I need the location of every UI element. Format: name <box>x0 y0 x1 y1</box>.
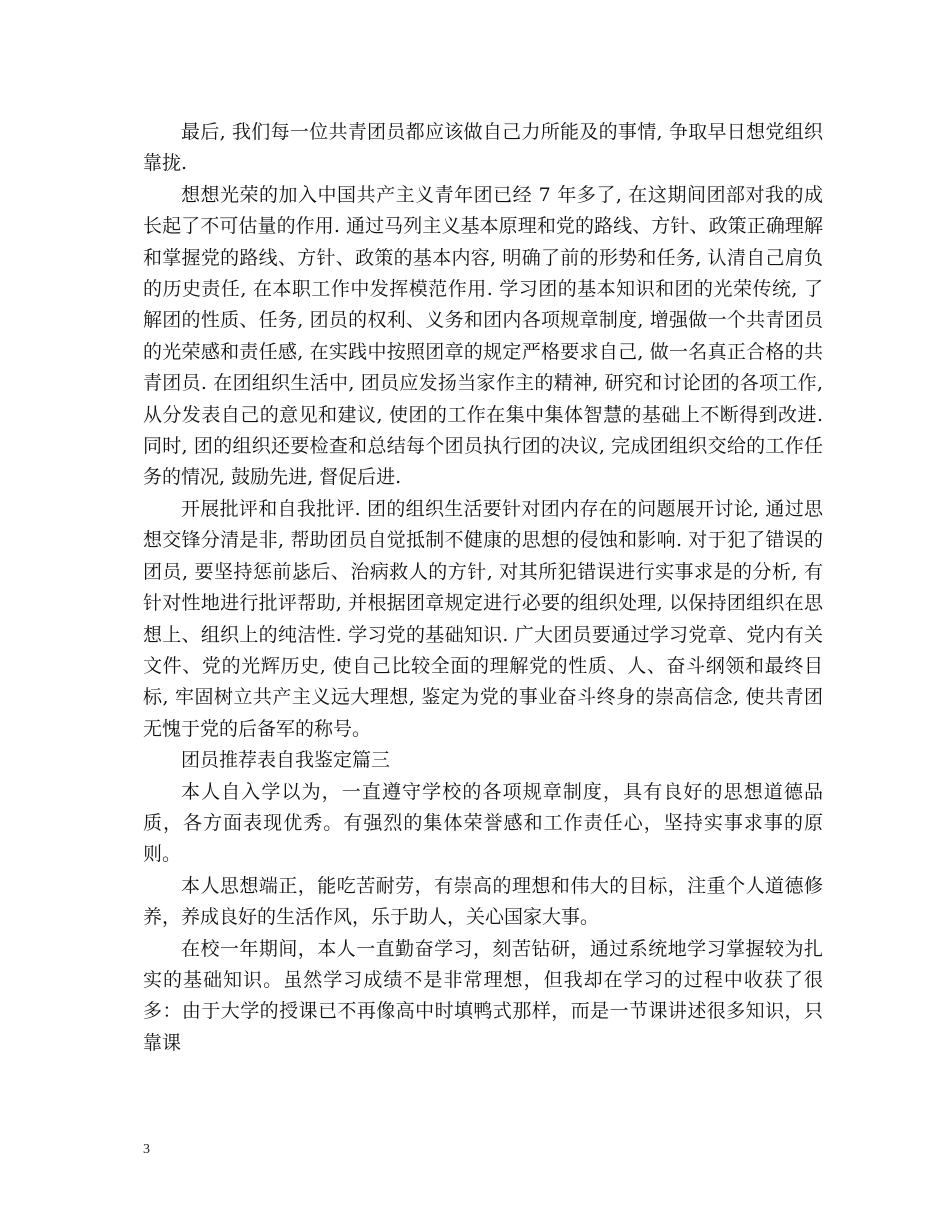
paragraph: 本人自入学以为，一直遵守学校的各项规章制度，具有良好的思想道德品质，各方面表现优秀。有强烈的集体荣誉感和工作责任心，坚持实事求事的原则。 <box>143 780 823 866</box>
document-body <box>143 117 823 1059</box>
paragraph: 在校一年期间，本人一直勤奋学习，刻苦钻研，通过系统地学习掌握较为扎实的基础知识。虽然学习成绩不是非常理想，但我却在学习的过程中收获了很多：由于大学的授课已不再像高中时填鸭式那样，而是一节课讲述很多知识，只靠课 <box>143 937 823 1054</box>
page-number: 3 <box>143 1142 150 1157</box>
section-heading: 团员推荐表自我鉴定篇三 <box>181 749 391 772</box>
paragraph: 想想光荣的加入中国共产主义青年团已经 7 年多了, 在这期间团部对我的成长起了不可估量的作用. 通过马列主义基本原理和党的路线、方针、政策正确理解和掌握党的路线、方针、政策的基本内容, 明确了前的形势和任务, 认清自己肩负的历史责任, 在本职工作中发挥模范作用. 学习团的基本知识和团的光荣传统, 了解团的性质、任务, 团员的权利、义务和团内各项规章制度, 增强做一个共青团员的光荣感和责任感, 在实践中按照团章的规定严格要求自己, 做一名真正合格的共青团员. 在团组织生活中, 团员应发扬当家作主的精神, 研究和讨论团的各项工作, 从分发表自己的意见和建议, 使团的工作在集中集体智慧的基础上不断得到改进. 同时, 团的组织还要检查和总结每个团员执行团的决议, 完成团组织交给的工作任务的情况, 鼓励先进, 督促后进. <box>143 183 823 489</box>
paragraph: 开展批评和自我批评. 团的组织生活要针对团内存在的问题展开讨论, 通过思想交锋分清是非, 帮助团员自觉抵制不健康的思想的侵蚀和影响. 对于犯了错误的团员, 要坚持惩前毖后、治病救人的方针, 对其所犯错误进行实事求是的分析, 有针对性地进行批评帮助, 并根据团章规定进行必要的组织处理, 以保持团组织在思想上、组织上的纯洁性. 学习党的基础知识. 广大团员要通过学习党章、党内有关文件、党的光辉历史, 使自己比较全面的理解党的性质、人、奋斗纲领和最终目标, 牢固树立共产主义远大理想, 鉴定为党的事业奋斗终身的崇高信念, 使共青团无愧于党的后备军的称号。 <box>143 497 823 740</box>
paragraph: 最后, 我们每一位共青团员都应该做自己力所能及的事情, 争取早日想党组织靠拢. <box>143 121 823 175</box>
paragraph: 本人思想端正，能吃苦耐劳，有崇高的理想和伟大的目标，注重个人道德修养，养成良好的生活作风，乐于助人，关心国家大事。 <box>143 874 823 929</box>
